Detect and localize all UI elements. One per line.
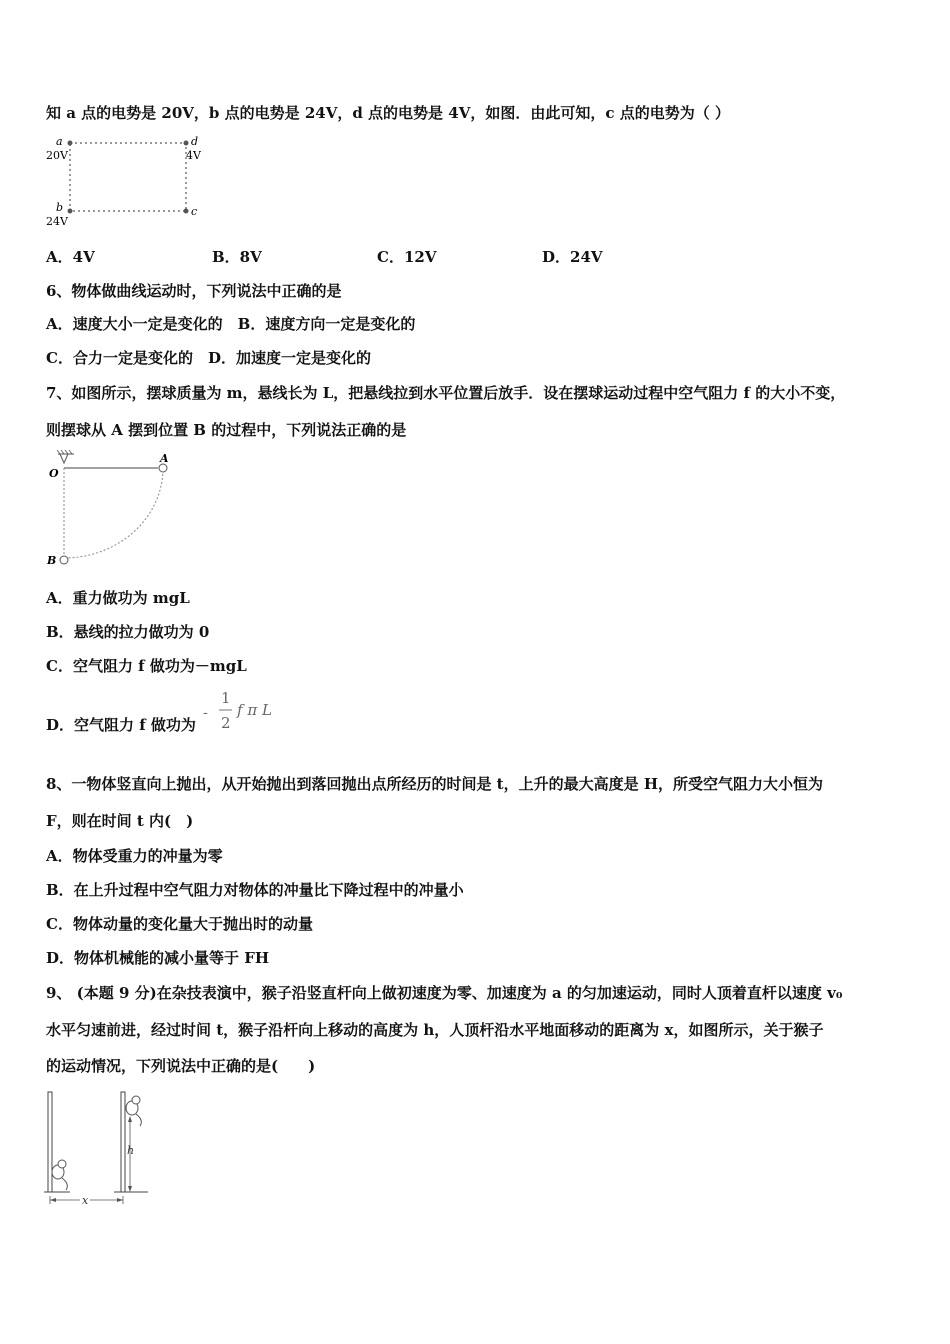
q6-options-row1[interactable]: A．速度大小一定是变化的 B．速度方向一定是变化的 — [46, 315, 416, 333]
label-x: x — [82, 1194, 89, 1207]
q5-option-d[interactable]: D．24V — [542, 248, 603, 266]
label-a: a — [56, 135, 63, 148]
q5-option-b[interactable]: B．8V — [212, 248, 262, 266]
q7-option-b[interactable]: B．悬线的拉力做功为 0 — [46, 623, 210, 641]
label-c: c — [191, 205, 198, 218]
formula-sign: - — [203, 705, 208, 721]
label-a-voltage: 20V — [46, 149, 68, 162]
formula-numerator: 1 — [221, 689, 231, 707]
q5-option-c[interactable]: C．12V — [377, 248, 437, 266]
q9-monkey-pole-figure — [44, 1088, 164, 1208]
q7-pendulum-figure — [44, 450, 184, 575]
q7-formula — [203, 688, 278, 738]
q8-option-b[interactable]: B．在上升过程中空气阻力对物体的冲量比下降过程中的冲量小 — [46, 881, 464, 899]
q8-option-c[interactable]: C．物体动量的变化量大于抛出时的动量 — [46, 915, 313, 933]
label-b: b — [56, 201, 64, 214]
formula-rest: f π L — [237, 701, 272, 719]
label-a-point: A — [160, 452, 169, 465]
q9-stem-line1: 9、 (本题 9 分)在杂技表演中，猴子沿竖直杆向上做初速度为零、加速度为 a 的匀加速运动，同时人顶着直杆以速度 v₀ — [46, 984, 843, 1002]
q7-option-a[interactable]: A．重力做功为 mgL — [46, 589, 190, 607]
q6-options-row2[interactable]: C．合力一定是变化的 D．加速度一定是变化的 — [46, 349, 371, 367]
formula-denominator: 2 — [221, 714, 231, 732]
q8-stem-line2: F，则在时间 t 内( ) — [46, 812, 194, 830]
label-h: h — [127, 1144, 135, 1157]
q5-option-a[interactable]: A．4V — [46, 248, 95, 266]
q9-stem-line2: 水平匀速前进，经过时间 t，猴子沿杆向上移动的高度为 h，人顶杆沿水平地面移动的距离为 x，如图所示，关于猴子 — [46, 1021, 824, 1039]
q8-option-d[interactable]: D．物体机械能的减小量等于 FH — [46, 949, 270, 967]
label-d-voltage: 4V — [186, 149, 201, 162]
q7-option-d[interactable]: D．空气阻力 f 做功为 — [46, 716, 196, 734]
q5-rectangle-figure — [44, 135, 214, 230]
label-o: O — [49, 467, 59, 480]
q6-stem: 6、物体做曲线运动时，下列说法中正确的是 — [46, 282, 342, 300]
label-b-point: B — [47, 554, 57, 567]
q7-option-c[interactable]: C．空气阻力 f 做功为－mgL — [46, 657, 247, 675]
q7-stem-line2: 则摆球从 A 摆到位置 B 的过程中，下列说法正确的是 — [46, 421, 407, 439]
q8-option-a[interactable]: A．物体受重力的冲量为零 — [46, 847, 223, 865]
label-d: d — [191, 135, 199, 148]
q9-stem-line3: 的运动情况，下列说法中正确的是( ) — [46, 1057, 316, 1075]
q5-stem: 知 a 点的电势是 20V，b 点的电势是 24V，d 点的电势是 4V，如图．由此可知，c 点的电势为（ ） — [46, 104, 730, 122]
q8-stem-line1: 8、一物体竖直向上抛出，从开始抛出到落回抛出点所经历的时间是 t，上升的最大高度是 H，所受空气阻力大小恒为 — [46, 775, 823, 793]
label-b-voltage: 24V — [46, 215, 68, 228]
q7-stem-line1: 7、如图所示，摆球质量为 m，悬线长为 L，把悬线拉到水平位置后放手．设在摆球运动过程中空气阻力 f 的大小不变， — [46, 384, 846, 402]
